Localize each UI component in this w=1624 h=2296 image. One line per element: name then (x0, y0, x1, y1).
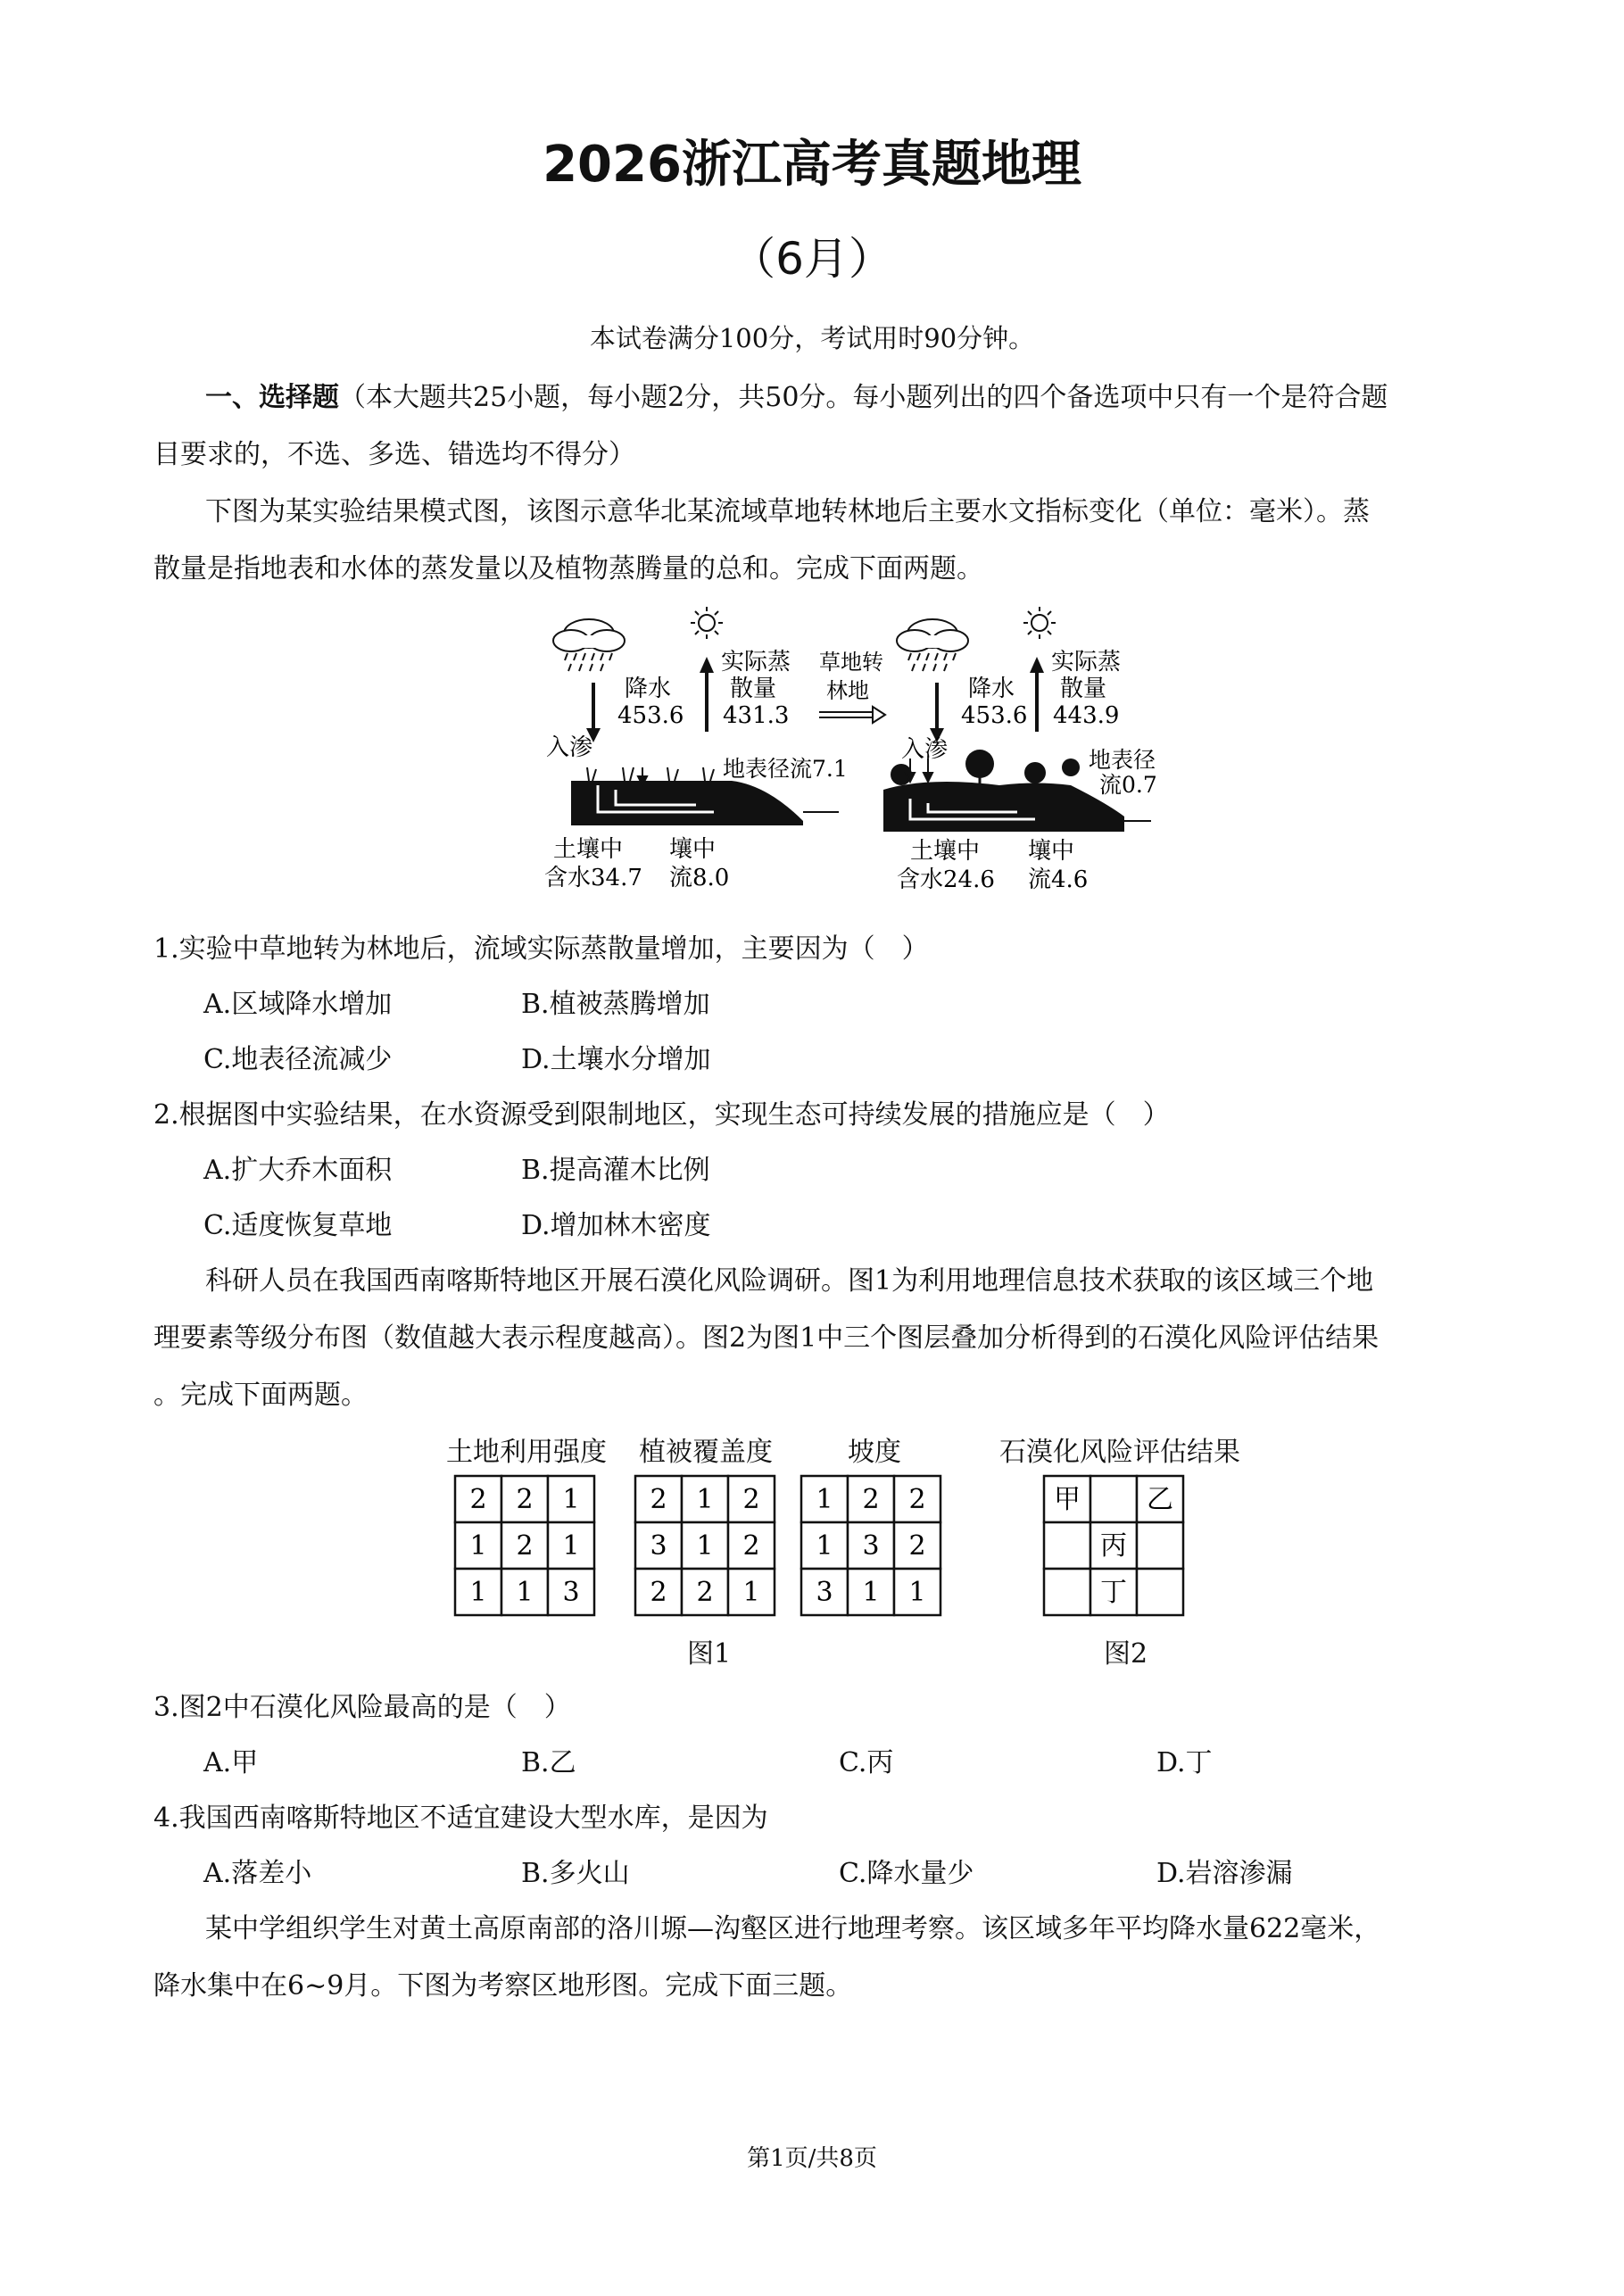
intro1-line1: 下图为某实验结果模式图，该图示意华北某流域草地转林地后主要水文指标变化（单位：毫米）。蒸 (205, 496, 1370, 527)
intro3-line2: 降水集中在6~9月。下图为考察区地形图。完成下面三题。 (153, 1970, 853, 2002)
section-description-cont: 目要求的，不选、多选、错选均不得分） (153, 439, 635, 470)
page-footer: 第1页/共8页 (747, 2145, 877, 2172)
left-evap-label2: 散量 (730, 676, 777, 702)
grid-cell (1044, 1522, 1090, 1569)
q4-option-b: B.多火山 (521, 1858, 630, 1889)
grid-cell (1090, 1476, 1137, 1522)
transition-arrow-icon (819, 707, 885, 723)
q1-option-b: B.植被蒸腾增加 (521, 989, 710, 1020)
right-evap-label1: 实际蒸 (1051, 649, 1122, 676)
hydrology-figure (535, 598, 1160, 901)
middle-label2: 林地 (826, 678, 869, 703)
left-interflow-value: 流8.0 (669, 865, 730, 891)
left-runoff: 地表径流7.1 (723, 756, 848, 782)
page-subtitle: （6月） (731, 233, 893, 285)
grid-cell-value: 3 (562, 1577, 580, 1608)
grid-cell-value: 1 (908, 1577, 926, 1608)
grid-cell-value: 丙 (1100, 1530, 1127, 1562)
grid-cell-value: 1 (816, 1530, 833, 1562)
intro3-line1: 某中学组织学生对黄土高原南部的洛川塬—沟壑区进行地理考察。该区域多年平均降水量622毫米， (205, 1913, 1381, 1944)
cloud-icon (897, 619, 968, 671)
q2-option-a: A.扩大乔木面积 (203, 1155, 393, 1186)
intro2-line1: 科研人员在我国西南喀斯特地区开展石漠化风险调研。图1为利用地理信息技术获取的该区域三个地 (205, 1265, 1374, 1297)
exam-note: 本试卷满分100分，考试用时90分钟。 (589, 323, 1035, 353)
q3-option-c: C.丙 (839, 1747, 894, 1778)
grid-cell-value: 1 (562, 1484, 580, 1515)
q4-option-d: D.岩溶渗漏 (1156, 1858, 1293, 1889)
sun-icon (691, 607, 723, 639)
q1-option-a: A.区域降水增加 (203, 989, 393, 1020)
q2-option-c: C.适度恢复草地 (203, 1210, 393, 1241)
sun-icon (1023, 607, 1056, 639)
grid-cell-value: 1 (469, 1530, 487, 1562)
grid-cell-value: 1 (469, 1577, 487, 1608)
grid-vegetation (635, 1476, 775, 1615)
intro2-line3: 。完成下面两题。 (153, 1380, 368, 1411)
q2-stem: 2.根据图中实验结果，在水资源受到限制地区，实现生态可持续发展的措施应是（ ） (153, 1099, 1170, 1131)
left-evap-value: 431.3 (723, 702, 790, 729)
page-title: 2026浙江高考真题地理 (543, 136, 1081, 194)
grid-cell-value: 2 (650, 1577, 667, 1608)
grid-cell-value: 2 (908, 1530, 926, 1562)
section-heading-line (205, 375, 1388, 414)
grid-cell (1044, 1569, 1090, 1615)
grid-cell-value: 2 (696, 1577, 714, 1608)
fig1-caption: 图1 (687, 1638, 732, 1670)
section-description: （本大题共25小题，每小题2分，共50分。每小题列出的四个备选项中只有一个是符合题 (339, 382, 1388, 413)
q1-stem: 1.实验中草地转为林地后，流域实际蒸散量增加，主要因为（ ） (153, 933, 929, 965)
grid-cell-value: 2 (469, 1484, 487, 1515)
grid-cell-value: 2 (742, 1530, 760, 1562)
grid-title-vegetation: 植被覆盖度 (639, 1437, 773, 1468)
right-evap-label2: 散量 (1060, 676, 1107, 702)
q3-option-b: B.乙 (521, 1747, 576, 1778)
grid-cell-value: 3 (816, 1577, 833, 1608)
left-infiltration: 入渗 (546, 734, 593, 761)
grid-title-land-use: 土地利用强度 (446, 1437, 607, 1468)
left-soil-label: 土壤中 (553, 836, 624, 863)
grid-cell-value: 2 (516, 1484, 534, 1515)
grid-cell-value: 丁 (1100, 1577, 1127, 1608)
evaporation-arrow-icon (1030, 657, 1044, 732)
q4-option-a: A.落差小 (203, 1858, 312, 1889)
left-precip-label: 降水 (625, 676, 672, 702)
left-interflow-label: 壤中 (669, 836, 717, 863)
q3-option-d: D.丁 (1156, 1747, 1213, 1778)
cloud-icon (553, 619, 625, 671)
grid-cell-value: 2 (516, 1530, 534, 1562)
fig2-caption: 图2 (1104, 1638, 1148, 1670)
q3-stem: 3.图2中石漠化风险最高的是（ ） (153, 1692, 571, 1723)
grid-cell-value: 1 (516, 1577, 534, 1608)
grid-risk (1044, 1476, 1183, 1615)
q2-option-b: B.提高灌木比例 (521, 1155, 710, 1186)
middle-label1: 草地转 (819, 650, 883, 675)
right-precip-value: 453.6 (961, 702, 1028, 729)
left-soil-value: 含水34.7 (544, 865, 642, 891)
right-interflow-label: 壤中 (1028, 838, 1075, 865)
grid-cell (1137, 1522, 1183, 1569)
grid-cell-value: 乙 (1147, 1484, 1173, 1515)
grid-cell (1137, 1569, 1183, 1615)
q1-option-c: C.地表径流减少 (203, 1044, 393, 1075)
grid-cell-value: 1 (562, 1530, 580, 1562)
q3-option-a: A.甲 (203, 1747, 259, 1778)
grid-cell-value: 1 (696, 1484, 714, 1515)
grid-title-risk: 石漠化风险评估结果 (999, 1437, 1240, 1468)
q4-option-c: C.降水量少 (839, 1858, 974, 1889)
q2-option-d: D.增加林木密度 (521, 1210, 711, 1241)
grid-cell-value: 2 (862, 1484, 880, 1515)
precipitation-arrow-icon (930, 683, 944, 742)
q4-stem: 4.我国西南喀斯特地区不适宜建设大型水库，是因为 (153, 1803, 768, 1834)
left-evap-label1: 实际蒸 (721, 649, 791, 676)
q1-option-d: D.土壤水分增加 (521, 1044, 711, 1075)
intro1-line2: 散量是指地表和水体的蒸发量以及植物蒸腾量的总和。完成下面两题。 (153, 553, 983, 584)
right-precip-label: 降水 (968, 676, 1015, 702)
grid-land-use (455, 1476, 594, 1615)
grid-cell-value: 1 (696, 1530, 714, 1562)
section-heading: 一、选择题 (205, 382, 339, 413)
right-soil-value: 含水24.6 (897, 866, 995, 893)
right-infiltration: 入渗 (901, 736, 949, 763)
grid-cell-value: 1 (816, 1484, 833, 1515)
intro2-line2: 理要素等级分布图（数值越大表示程度越高）。图2为图1中三个图层叠加分析得到的石漠化风险评估结果 (153, 1322, 1380, 1354)
evaporation-arrow-icon (700, 657, 714, 732)
grid-cell-value: 2 (742, 1484, 760, 1515)
grid-cell-value: 3 (650, 1530, 667, 1562)
right-evap-value: 443.9 (1053, 702, 1120, 729)
grid-cell-value: 甲 (1054, 1484, 1081, 1515)
grid-title-slope: 坡度 (848, 1437, 901, 1468)
grid-cell-value: 3 (862, 1530, 880, 1562)
right-interflow-value: 流4.6 (1028, 866, 1089, 893)
precipitation-arrow-icon (586, 683, 601, 742)
grid-cell-value: 1 (742, 1577, 760, 1608)
grid-figures (446, 1472, 1214, 1624)
grid-slope (801, 1476, 940, 1615)
grid-cell-value: 2 (908, 1484, 926, 1515)
grid-cell-value: 1 (862, 1577, 880, 1608)
right-runoff-label: 地表径 (1089, 747, 1156, 773)
right-soil-label: 土壤中 (910, 838, 981, 865)
left-precip-value: 453.6 (617, 702, 684, 729)
grid-cell-value: 2 (650, 1484, 667, 1515)
right-runoff-value: 流0.7 (1099, 772, 1157, 798)
